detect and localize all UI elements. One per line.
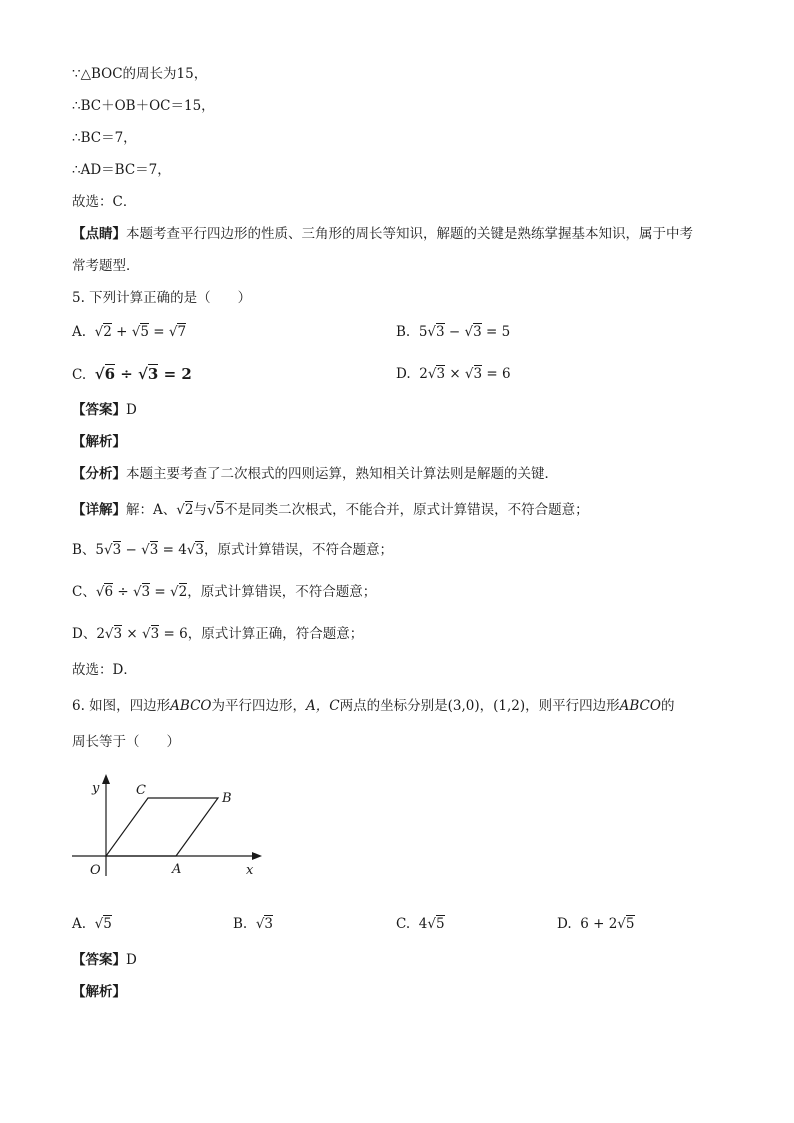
q6-stem-line-2: 周长等于（ ） [72, 734, 180, 750]
q5-answer-tag: 【答案】 [72, 402, 126, 418]
q5-option-a-label: A. [72, 324, 87, 340]
q6-stem-1a: 6. 如图，四边形 [72, 698, 171, 714]
q5-detail-a-pre: 解：A、 [126, 502, 177, 518]
q6-option-d: D. 6 + 2√5 [557, 916, 635, 932]
solution-line-1: ∵△BOC的周长为15， [72, 66, 208, 82]
q5-detail-a-post: 不是同类二次根式，不能合并，原式计算错误，不符合题意； [224, 502, 589, 518]
q5-option-a: A. √2 + √5 = √7 [72, 324, 187, 340]
q6-option-b-label: B. [233, 916, 248, 932]
dianjing-line-1 [72, 224, 693, 244]
q6-coord-c: (1,2) [493, 698, 526, 714]
q5-option-d: D. 2√3 × √3 = 6 [396, 366, 511, 382]
q6-analysis-label: 【解析】 [72, 984, 126, 1000]
q5-answer-value: D [126, 402, 137, 418]
q6-option-d-label: D. [557, 916, 572, 932]
q5-detail-b-post: ，原式计算错误，不符合题意； [204, 542, 393, 558]
q5-option-c: C. √6 ÷ √3 = 2 [72, 365, 192, 383]
q5-detail-c-pre: C、 [72, 584, 96, 600]
q6-option-a-label: A. [72, 916, 87, 932]
q6-stem-line-1: 6. 如图，四边形ABCO为平行四边形，A，C两点的坐标分别是(3,0)，(1,2)，则平行四边形ABCO的 [72, 698, 675, 714]
q5-detail-b: B、5√3 − √3 = 4√3，原式计算错误，不符合题意； [72, 542, 393, 558]
q5-detail-d: D、2√3 × √3 = 6，原式计算正确，符合题意； [72, 626, 364, 642]
label-o: O [90, 863, 101, 878]
solution-line-2: ∴BC＋OB＋OC＝15， [72, 98, 215, 114]
label-b: B [222, 791, 232, 806]
q5-analysis-label: 【解析】 [72, 434, 126, 450]
q6-option-a: A. √5 [72, 916, 112, 932]
label-a: A [172, 862, 182, 877]
solution-line-3: ∴BC＝7， [72, 130, 137, 146]
q6-option-b: B. √3 [233, 916, 274, 932]
q6-coord-a: (3,0) [447, 698, 480, 714]
q5-analysis-tag [72, 432, 126, 452]
q5-final: 故选：D． [72, 662, 137, 678]
q5-detail-c: C、√6 ÷ √3 = √2，原式计算错误，不符合题意； [72, 584, 377, 600]
dianjing-tag: 【点睛】 [72, 226, 126, 242]
dianjing-text-1: 本题考查平行四边形的性质、三角形的周长等知识，解题的关键是熟练掌握基本知识，属于中考 [126, 226, 693, 242]
q6-stem-1d: ，则平行四边形 [525, 698, 620, 714]
solution-line-4: ∴AD＝BC＝7， [72, 162, 171, 178]
dianjing-line-2: 常考题型． [72, 258, 140, 274]
q5-detail-d-post: ，原式计算正确，符合题意； [187, 626, 364, 642]
y-axis-arrow [102, 774, 110, 784]
q5-stem: 5. 下列计算正确的是（ ） [72, 290, 252, 306]
q5-option-c-label: C. [72, 367, 87, 383]
q6-abco-2: ABCO [619, 698, 661, 714]
parallelogram-abco [106, 798, 218, 856]
label-c: C [136, 783, 146, 798]
q5-option-d-label: D. [396, 366, 411, 382]
q5-detail-d-pre: D、 [72, 626, 97, 642]
q6-figure [68, 772, 268, 882]
label-y: y [92, 781, 100, 796]
q6-answer-value: D [126, 952, 137, 968]
q6-ac: A，C [306, 698, 340, 714]
q6-abco-1: ABCO [170, 698, 212, 714]
q5-detail-c-post: ，原式计算错误，不符合题意； [187, 584, 377, 600]
q6-stem-1b: 为平行四边形， [211, 698, 306, 714]
x-axis-arrow [252, 852, 262, 860]
q5-option-b-label: B. [396, 324, 411, 340]
q5-detail-b-pre: B、 [72, 542, 96, 558]
q5-fenxi [72, 464, 558, 484]
q6-answer [72, 950, 137, 970]
q5-fenxi-tag: 【分析】 [72, 466, 126, 482]
q6-option-c: C. 4√5 [396, 916, 445, 932]
q6-stem-1e: 的 [660, 698, 675, 714]
solution-choose: 故选：C． [72, 194, 137, 210]
q5-option-b: B. 5√3 − √3 = 5 [396, 324, 511, 340]
q6-answer-tag: 【答案】 [72, 952, 126, 968]
q5-detail-tag: 【详解】 [72, 502, 126, 518]
q5-detail-a-mid: 与 [193, 502, 207, 518]
q5-detail-a: 【详解】解：A、√2与√5不是同类二次根式，不能合并，原式计算错误，不符合题意； [72, 502, 589, 518]
q6-analysis-tag [72, 982, 126, 1002]
label-x: x [246, 863, 254, 878]
q6-stem-1c: 两点的坐标分别是 [339, 698, 448, 714]
q5-fenxi-text: 本题主要考查了二次根式的四则运算，熟知相关计算法则是解题的关键． [126, 466, 558, 482]
q5-answer [72, 400, 137, 420]
q6-option-c-label: C. [396, 916, 411, 932]
